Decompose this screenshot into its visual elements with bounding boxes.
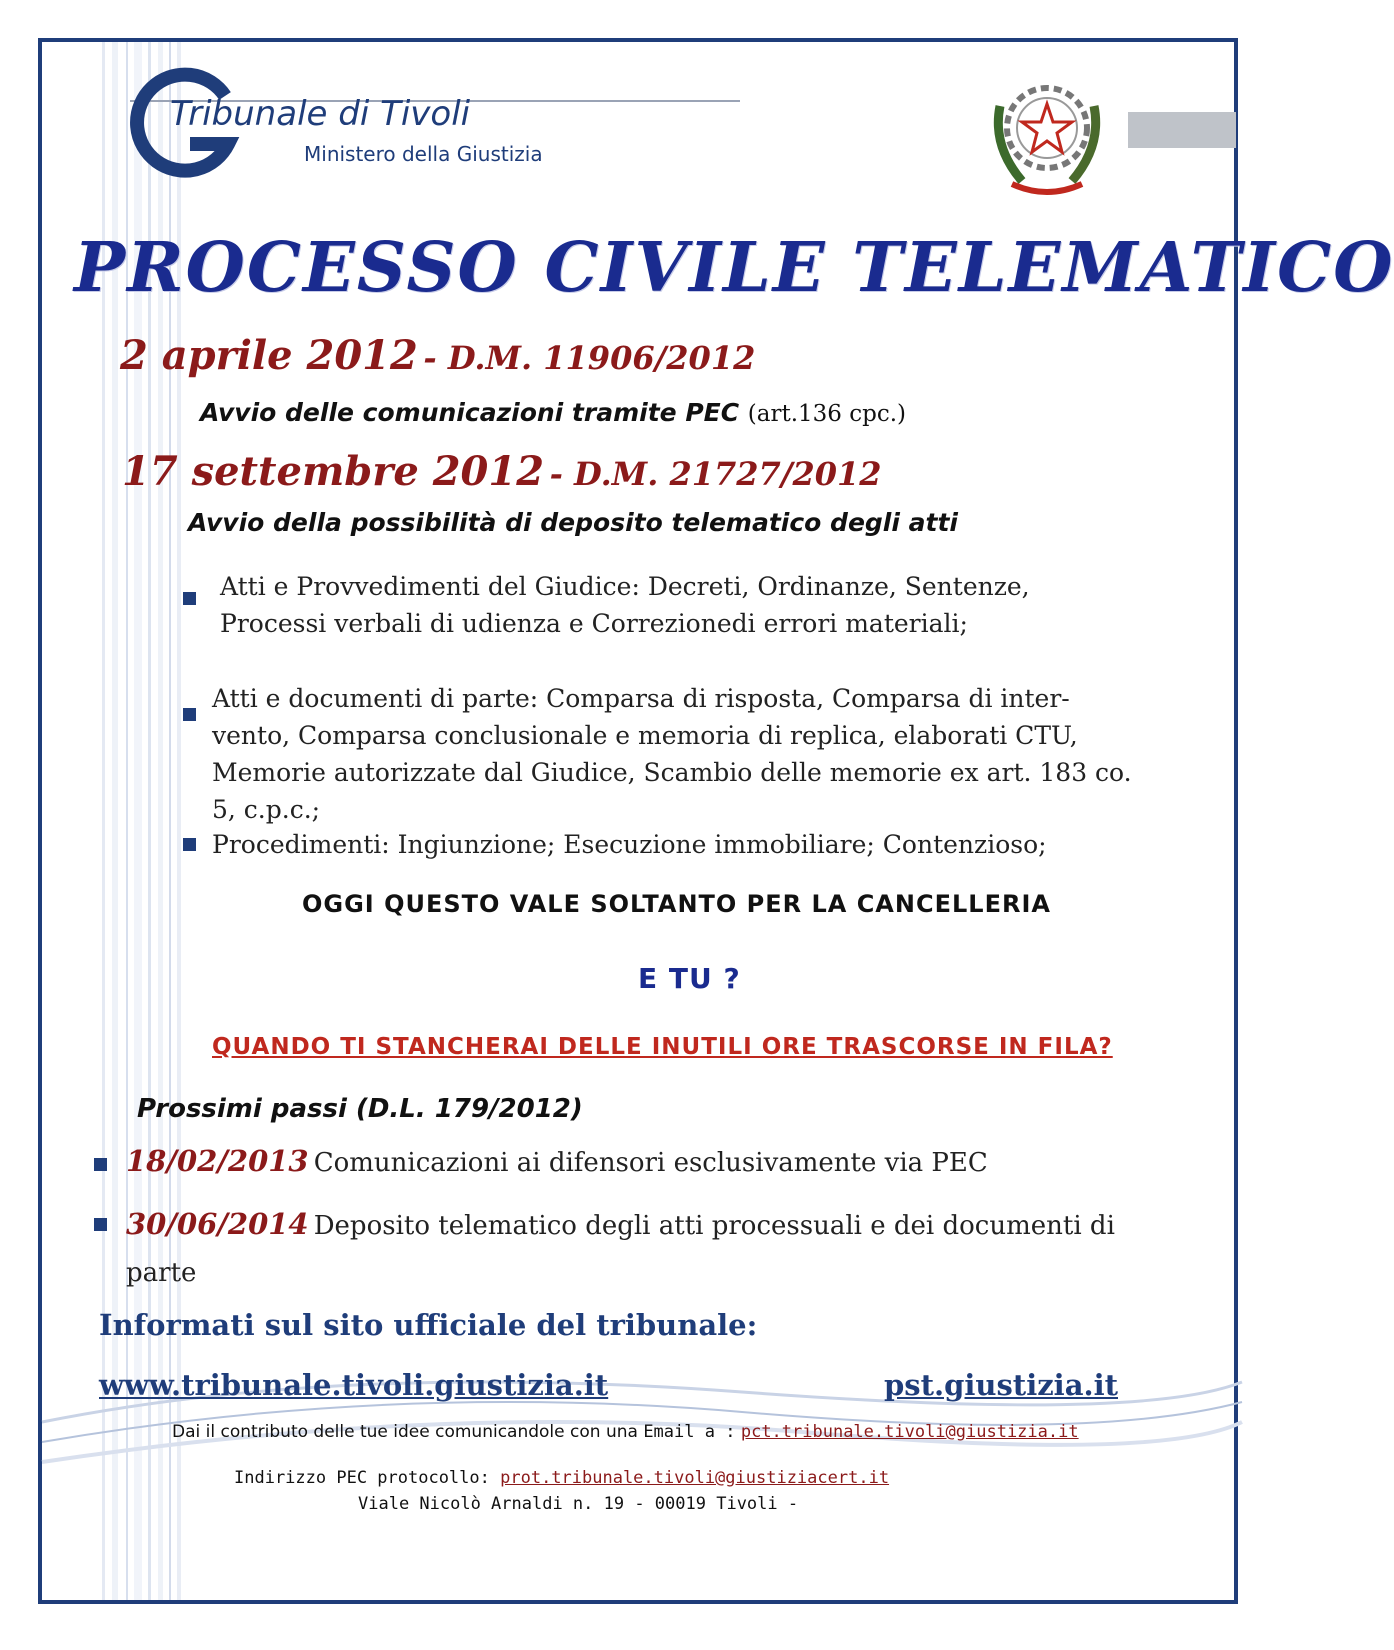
step-text: Deposito telematico degli atti processuali e dei documenti di parte: [126, 1211, 1115, 1288]
step-date: 30/06/2014: [126, 1207, 309, 1241]
milestone-1: [120, 332, 755, 379]
next-steps-title: Prossimi passi (D.L. 179/2012): [137, 1094, 583, 1124]
bullet-item-2: Atti e documenti di parte: Comparsa di risposta, Comparsa di inter- vento, Comparsa conclusionale e memoria di replica, elaborati CTU, Memorie autorizzate dal Giudice, Scambio delle memorie ex art. 183 co. 5, c.p.c.;: [212, 684, 1132, 824]
milestone-decree: - D.M. 11906/2012: [423, 339, 756, 377]
contact-email-link[interactable]: pct.tribunale.tivoli@giustizia.it: [740, 1422, 1079, 1442]
footer-pec: [234, 1468, 889, 1488]
callout-e-tu: E TU ?: [638, 962, 741, 995]
next-step-2: [126, 1202, 1166, 1298]
milestone-date: 17 settembre 2012: [122, 448, 545, 495]
emblem-bar: [1128, 112, 1236, 148]
step-date: 18/02/2013: [126, 1144, 309, 1178]
pec-email-link[interactable]: prot.tribunale.tivoli@giustiziacert.it: [500, 1468, 890, 1488]
step-text: Comunicazioni ai difensori esclusivamente via PEC: [313, 1148, 988, 1178]
info-heading: Informati sul sito ufficiale del tribunale:: [99, 1308, 758, 1342]
footer-contribute: [172, 1422, 1079, 1442]
bullet-item-3: Procedimenti: Ingiunzione; Esecuzione immobiliare; Contenzioso;: [212, 830, 1047, 859]
ministry-name: Ministero della Giustizia: [304, 142, 543, 166]
bullet-square-icon: [94, 1218, 107, 1231]
milestone-description: Avvio delle comunicazioni tramite PEC: [200, 398, 740, 427]
milestone-date: 2 aprile 2012: [120, 332, 418, 379]
bullet-item-1: Atti e Provvedimenti del Giudice: Decreti, Ordinanze, Sentenze, Processi verbali di udienza e Correzionedi errori materiali;: [220, 572, 1030, 638]
milestone-note: (art.136 cpc.): [747, 401, 906, 427]
milestone-1-description: [200, 398, 906, 427]
bullet-square-icon: [183, 708, 196, 721]
bullet-square-icon: [94, 1158, 107, 1171]
poster-frame: [38, 38, 1394, 1604]
pst-website-link[interactable]: pst.giustizia.it: [884, 1368, 1118, 1402]
footer-address: Viale Nicolò Arnaldi n. 19 - 00019 Tivoli -: [358, 1494, 799, 1514]
callout-cancelleria: OGGI QUESTO VALE SOLTANTO PER LA CANCELLERIA: [302, 890, 1051, 918]
contribute-text: Dai il contributo delle tue idee comunicandole con una: [172, 1422, 638, 1442]
milestone-decree: - D.M. 21727/2012: [549, 455, 882, 493]
page-title: PROCESSO CIVILE TELEMATICO: [74, 228, 1394, 308]
pec-label: Indirizzo PEC protocollo:: [234, 1468, 490, 1488]
next-step-1: [126, 1144, 988, 1178]
tribunale-website-link[interactable]: www.tribunale.tivoli.giustizia.it: [99, 1368, 609, 1402]
callout-question: QUANDO TI STANCHERAI DELLE INUTILI ORE TRASCORSE IN FILA?: [212, 1034, 1113, 1060]
bullet-square-icon: [183, 592, 196, 605]
email-label: Email a :: [643, 1422, 736, 1442]
milestone-description: Avvio della possibilità di deposito telematico degli atti: [188, 508, 958, 537]
court-name: Tribunale di Tivoli: [170, 94, 471, 134]
bullet-square-icon: [183, 838, 196, 851]
milestone-2: [122, 448, 882, 495]
italian-republic-emblem-icon: [982, 66, 1112, 204]
